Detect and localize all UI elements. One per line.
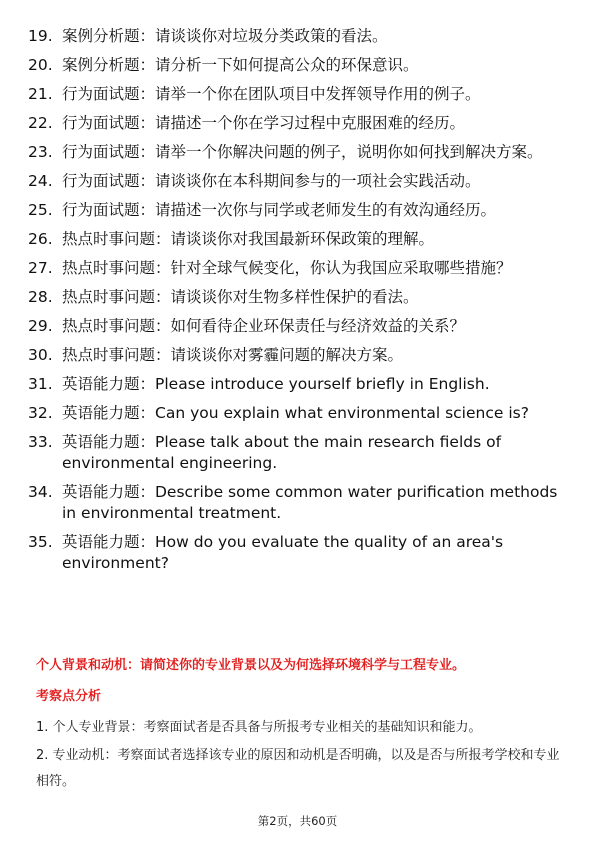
question-number: 26. <box>28 230 53 248</box>
question-text: 热点时事问题：请谈谈你对生物多样性保护的看法。 <box>62 288 419 306</box>
question-text: 行为面试题：请举一个你在团队项目中发挥领导作用的例子。 <box>62 85 481 103</box>
question-number: 29. <box>28 317 53 335</box>
question-number: 25. <box>28 201 53 219</box>
question-item <box>28 532 568 574</box>
question-number: 23. <box>28 143 53 161</box>
question-number: 34. <box>28 483 53 501</box>
analysis-points <box>36 715 566 797</box>
analysis-point: 1. 个人专业背景：考察面试者是否具备与所报考专业相关的基础知识和能力。 <box>36 720 482 735</box>
question-item <box>28 316 568 337</box>
analysis-point: 2. 专业动机：考察面试者选择该专业的原因和动机是否明确，以及是否与所报考学校和专业相符。 <box>36 748 560 789</box>
question-text: 案例分析题：请分析一下如何提高公众的环保意识。 <box>62 56 419 74</box>
question-text: 英语能力题：Please introduce yourself briefly in English. <box>62 375 490 393</box>
question-item <box>28 84 568 105</box>
question-item <box>28 171 568 192</box>
question-number: 30. <box>28 346 53 364</box>
question-item <box>28 142 568 163</box>
question-number: 33. <box>28 433 53 451</box>
question-number: 24. <box>28 172 53 190</box>
question-text: 英语能力题：Please talk about the main research fields of environmental engineering. <box>62 433 502 472</box>
question-item <box>28 113 568 134</box>
question-number: 31. <box>28 375 53 393</box>
question-number: 19. <box>28 27 53 45</box>
question-number: 32. <box>28 404 53 422</box>
question-text: 英语能力题：Can you explain what environmental science is? <box>62 404 529 422</box>
question-item <box>28 229 568 250</box>
question-number: 35. <box>28 533 53 551</box>
question-number: 28. <box>28 288 53 306</box>
question-text: 行为面试题：请描述一个你在学习过程中克服困难的经历。 <box>62 114 466 132</box>
question-item <box>28 200 568 221</box>
question-item <box>28 345 568 366</box>
question-number: 22. <box>28 114 53 132</box>
question-text: 热点时事问题：针对全球气候变化，你认为我国应采取哪些措施？ <box>62 259 512 277</box>
question-item <box>28 258 568 279</box>
question-text: 热点时事问题：请谈谈你对雾霾问题的解决方案。 <box>62 346 404 364</box>
question-text: 热点时事问题：请谈谈你对我国最新环保政策的理解。 <box>62 230 435 248</box>
question-text: 英语能力题：How do you evaluate the quality of an area's environment? <box>62 533 504 572</box>
question-item <box>28 482 568 524</box>
analysis-heading: 考察点分析 <box>36 689 102 704</box>
question-item <box>28 287 568 308</box>
page-number: 第2页，共60页 <box>257 814 338 828</box>
question-text: 行为面试题：请描述一次你与同学或老师发生的有效沟通经历。 <box>62 201 497 219</box>
question-number: 20. <box>28 56 53 74</box>
question-item <box>28 55 568 76</box>
question-number: 21. <box>28 85 53 103</box>
question-text: 热点时事问题：如何看待企业环保责任与经济效益的关系？ <box>62 317 466 335</box>
question-text: 行为面试题：请谈谈你在本科期间参与的一项社会实践活动。 <box>62 172 481 190</box>
question-item <box>28 403 568 424</box>
question-list <box>28 26 568 582</box>
question-text: 案例分析题：请谈谈你对垃圾分类政策的看法。 <box>62 27 388 45</box>
question-text: 英语能力题：Describe some common water purification methods in environmental treatment. <box>62 483 558 522</box>
question-item <box>28 432 568 474</box>
question-text: 行为面试题：请举一个你解决问题的例子，说明你如何找到解决方案。 <box>62 143 543 161</box>
question-item <box>28 374 568 395</box>
question-number: 27. <box>28 259 53 277</box>
section-heading: 个人背景和动机：请简述你的专业背景以及为何选择环境科学与工程专业。 <box>36 658 466 673</box>
question-item <box>28 26 568 47</box>
